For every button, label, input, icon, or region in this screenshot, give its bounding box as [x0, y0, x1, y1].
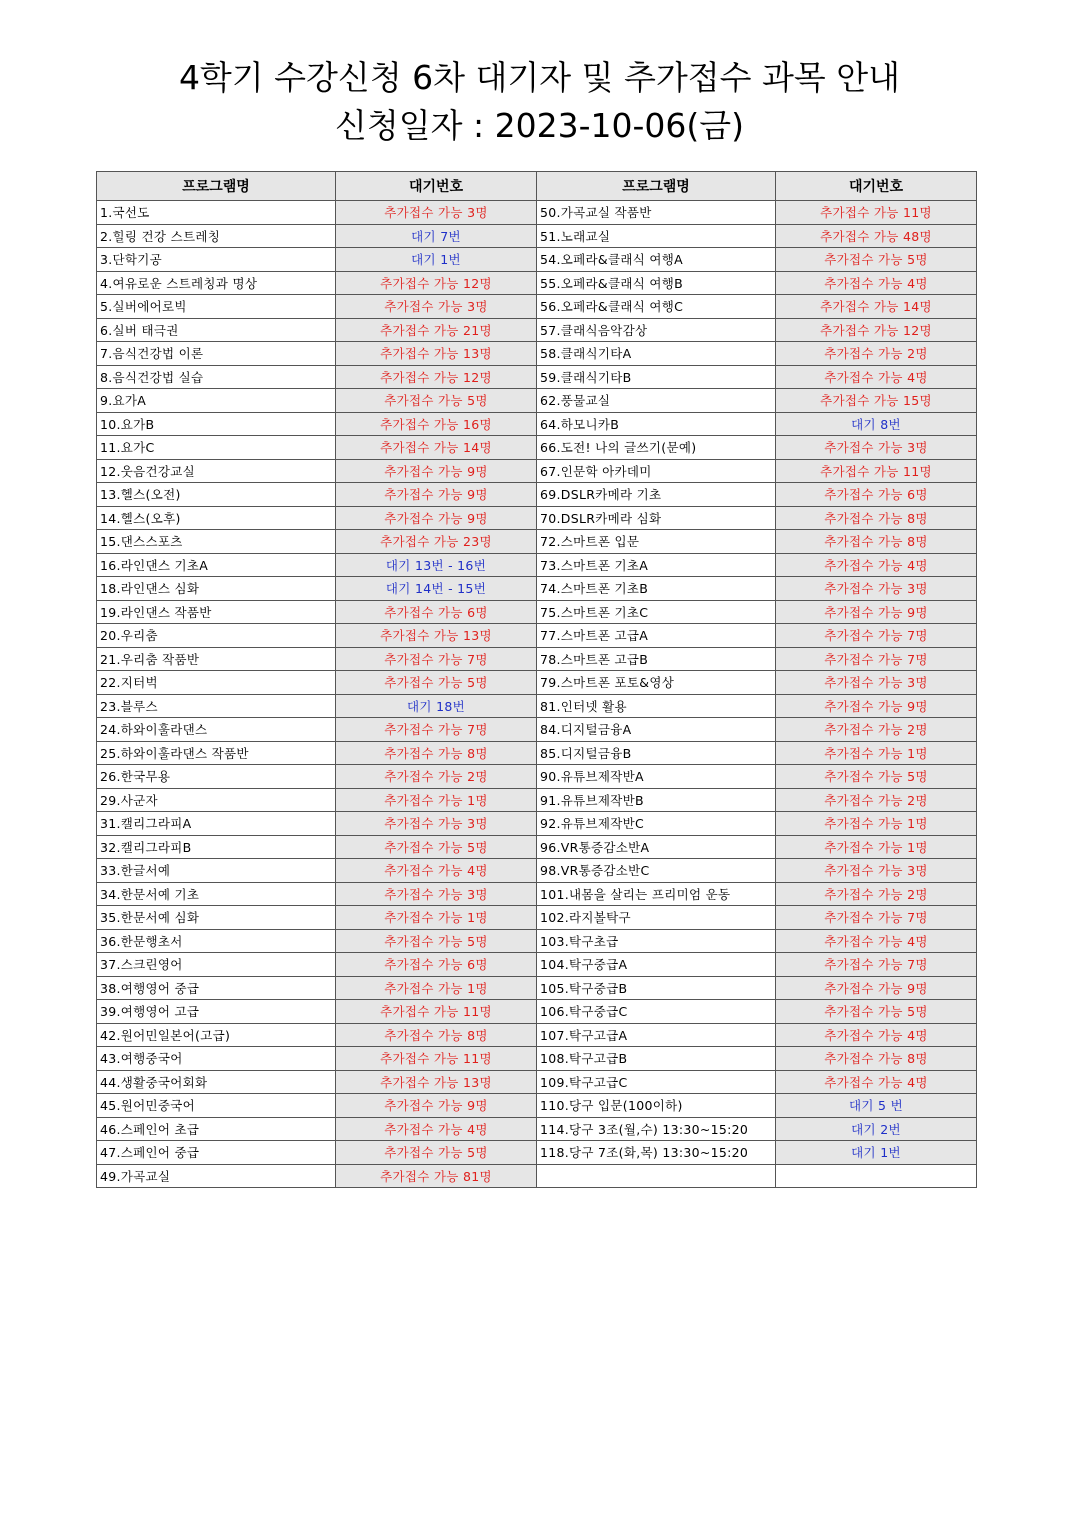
- table-row: [97, 553, 977, 577]
- table-row: [97, 436, 977, 460]
- page-title: 4학기 수강신청 6차 대기자 및 추가접수 과목 안내: [178, 58, 901, 97]
- table-body: [97, 201, 977, 1188]
- status-cell: 추가접수 가능 9명: [336, 506, 537, 530]
- table-row: [97, 835, 977, 859]
- program-name-cell: 43.여행중국어: [97, 1047, 336, 1071]
- program-name-cell: 18.라인댄스 심화: [97, 577, 336, 601]
- table-row: [97, 1164, 977, 1188]
- table-row: [97, 788, 977, 812]
- table-row: [97, 1070, 977, 1094]
- table-row: [97, 1000, 977, 1024]
- status-cell: 추가접수 가능 12명: [336, 271, 537, 295]
- program-name-cell: 92.유튜브제작반C: [537, 812, 776, 836]
- program-name-cell: 45.원어민중국어: [97, 1094, 336, 1118]
- status-cell: 추가접수 가능 4명: [776, 929, 977, 953]
- program-name-cell: 3.단학기공: [97, 248, 336, 272]
- table-row: [97, 224, 977, 248]
- table-row: [97, 859, 977, 883]
- program-name-cell: 47.스페인어 중급: [97, 1141, 336, 1165]
- program-name-cell: 22.지터벅: [97, 671, 336, 695]
- program-name-cell: 103.탁구초급: [537, 929, 776, 953]
- table-row: [97, 201, 977, 225]
- status-cell: 추가접수 가능 4명: [776, 553, 977, 577]
- table-row: [97, 647, 977, 671]
- status-cell: [776, 1164, 977, 1188]
- program-name-cell: 67.인문학 아카데미: [537, 459, 776, 483]
- program-name-cell: 25.하와이훌라댄스 작품반: [97, 741, 336, 765]
- table-row: [97, 741, 977, 765]
- status-cell: 추가접수 가능 5명: [336, 389, 537, 413]
- program-name-cell: 12.웃음건강교실: [97, 459, 336, 483]
- program-name-cell: 20.우리춤: [97, 624, 336, 648]
- status-cell: 추가접수 가능 5명: [336, 671, 537, 695]
- program-name-cell: 37.스크린영어: [97, 953, 336, 977]
- program-name-cell: 54.오페라&클래식 여행A: [537, 248, 776, 272]
- program-name-cell: 23.블루스: [97, 694, 336, 718]
- status-cell: 대기 5 번: [776, 1094, 977, 1118]
- application-date: 신청일자 : 2023-10-06(금): [334, 106, 745, 145]
- status-cell: 추가접수 가능 4명: [776, 1023, 977, 1047]
- status-cell: 추가접수 가능 3명: [776, 671, 977, 695]
- status-cell: 추가접수 가능 7명: [776, 624, 977, 648]
- program-name-cell: 55.오페라&클래식 여행B: [537, 271, 776, 295]
- status-cell: 추가접수 가능 6명: [336, 600, 537, 624]
- table-row: [97, 671, 977, 695]
- program-name-cell: 74.스마트폰 기초B: [537, 577, 776, 601]
- table-row: [97, 342, 977, 366]
- status-cell: 추가접수 가능 7명: [776, 953, 977, 977]
- program-name-cell: 109.탁구고급C: [537, 1070, 776, 1094]
- table-row: [97, 906, 977, 930]
- status-cell: 추가접수 가능 14명: [336, 436, 537, 460]
- program-name-cell: 90.유튜브제작반A: [537, 765, 776, 789]
- table-row: [97, 577, 977, 601]
- status-cell: 추가접수 가능 3명: [776, 577, 977, 601]
- program-name-cell: 69.DSLR카메라 기초: [537, 483, 776, 507]
- program-name-cell: 11.요가C: [97, 436, 336, 460]
- status-cell: 추가접수 가능 9명: [336, 1094, 537, 1118]
- status-cell: 추가접수 가능 3명: [336, 812, 537, 836]
- table-row: [97, 295, 977, 319]
- table-row: [97, 718, 977, 742]
- program-name-cell: 46.스페인어 초급: [97, 1117, 336, 1141]
- program-name-cell: 59.클래식기타B: [537, 365, 776, 389]
- program-name-cell: 10.요가B: [97, 412, 336, 436]
- status-cell: 추가접수 가능 2명: [776, 788, 977, 812]
- program-name-cell: 5.실버에어로빅: [97, 295, 336, 319]
- program-name-cell: 57.클래식음악감상: [537, 318, 776, 342]
- status-cell: 추가접수 가능 5명: [336, 835, 537, 859]
- status-cell: 추가접수 가능 1명: [336, 788, 537, 812]
- program-name-cell: 81.인터넷 활용: [537, 694, 776, 718]
- status-cell: 추가접수 가능 7명: [336, 647, 537, 671]
- status-cell: 대기 1번: [336, 248, 537, 272]
- status-cell: 추가접수 가능 5명: [336, 1141, 537, 1165]
- table-row: [97, 365, 977, 389]
- status-cell: 추가접수 가능 5명: [776, 1000, 977, 1024]
- status-cell: 추가접수 가능 3명: [336, 882, 537, 906]
- status-cell: 추가접수 가능 9명: [336, 459, 537, 483]
- status-cell: 추가접수 가능 3명: [336, 201, 537, 225]
- table-row: [97, 483, 977, 507]
- table-row: [97, 882, 977, 906]
- table-row: [97, 694, 977, 718]
- status-cell: 대기 2번: [776, 1117, 977, 1141]
- header-wait-number-left: 대기번호: [336, 172, 537, 201]
- status-cell: 추가접수 가능 81명: [336, 1164, 537, 1188]
- status-cell: 추가접수 가능 15명: [776, 389, 977, 413]
- status-cell: 대기 13번 - 16번: [336, 553, 537, 577]
- table-row: [97, 271, 977, 295]
- program-name-cell: 77.스마트폰 고급A: [537, 624, 776, 648]
- table-row: [97, 624, 977, 648]
- program-name-cell: 118.당구 7조(화,목) 13:30~15:20: [537, 1141, 776, 1165]
- program-name-cell: 8.음식건강법 실습: [97, 365, 336, 389]
- header-program-name-left: 프로그램명: [97, 172, 336, 201]
- program-name-cell: 33.한글서예: [97, 859, 336, 883]
- status-cell: 대기 8번: [776, 412, 977, 436]
- status-cell: 추가접수 가능 4명: [336, 1117, 537, 1141]
- table-row: [97, 389, 977, 413]
- program-name-cell: 16.라인댄스 기초A: [97, 553, 336, 577]
- table-row: [97, 976, 977, 1000]
- status-cell: 추가접수 가능 3명: [776, 436, 977, 460]
- program-name-cell: 29.사군자: [97, 788, 336, 812]
- table-row: [97, 765, 977, 789]
- program-name-cell: 105.탁구중급B: [537, 976, 776, 1000]
- status-cell: 추가접수 가능 23명: [336, 530, 537, 554]
- program-name-cell: 24.하와이훌라댄스: [97, 718, 336, 742]
- table-row: [97, 506, 977, 530]
- status-cell: 추가접수 가능 8명: [776, 530, 977, 554]
- status-cell: 추가접수 가능 2명: [776, 718, 977, 742]
- table-row: [97, 530, 977, 554]
- program-name-cell: 19.라인댄스 작품반: [97, 600, 336, 624]
- program-name-cell: 114.당구 3조(월,수) 13:30~15:20: [537, 1117, 776, 1141]
- status-cell: 대기 1번: [776, 1141, 977, 1165]
- status-cell: 추가접수 가능 11명: [336, 1047, 537, 1071]
- status-cell: 추가접수 가능 13명: [336, 342, 537, 366]
- status-cell: 추가접수 가능 13명: [336, 624, 537, 648]
- program-name-cell: 9.요가A: [97, 389, 336, 413]
- status-cell: 대기 14번 - 15번: [336, 577, 537, 601]
- status-cell: 추가접수 가능 7명: [336, 718, 537, 742]
- program-name-cell: 51.노래교실: [537, 224, 776, 248]
- program-name-cell: 34.한문서예 기초: [97, 882, 336, 906]
- program-name-cell: 64.하모니카B: [537, 412, 776, 436]
- table-row: [97, 318, 977, 342]
- table-header-row: [97, 172, 977, 201]
- program-name-cell: 107.탁구고급A: [537, 1023, 776, 1047]
- status-cell: 추가접수 가능 11명: [776, 201, 977, 225]
- status-cell: 추가접수 가능 3명: [776, 859, 977, 883]
- program-name-cell: 36.한문행초서: [97, 929, 336, 953]
- program-name-cell: 102.라지볼탁구: [537, 906, 776, 930]
- status-cell: 추가접수 가능 8명: [776, 506, 977, 530]
- program-name-cell: 49.가곡교실: [97, 1164, 336, 1188]
- status-cell: 추가접수 가능 12명: [776, 318, 977, 342]
- table-row: [97, 929, 977, 953]
- program-name-cell: 66.도전! 나의 글쓰기(문예): [537, 436, 776, 460]
- program-name-cell: 79.스마트폰 포토&영상: [537, 671, 776, 695]
- program-name-cell: 72.스마트폰 입문: [537, 530, 776, 554]
- table-row: [97, 412, 977, 436]
- status-cell: 추가접수 가능 2명: [336, 765, 537, 789]
- program-name-cell: 84.디지털금융A: [537, 718, 776, 742]
- status-cell: 추가접수 가능 11명: [336, 1000, 537, 1024]
- program-name-cell: 56.오페라&클래식 여행C: [537, 295, 776, 319]
- program-name-cell: 106.탁구중급C: [537, 1000, 776, 1024]
- status-cell: 추가접수 가능 1명: [776, 741, 977, 765]
- status-cell: 추가접수 가능 1명: [776, 812, 977, 836]
- status-cell: 추가접수 가능 4명: [776, 365, 977, 389]
- program-name-cell: 110.당구 입문(100이하): [537, 1094, 776, 1118]
- table-row: [97, 1023, 977, 1047]
- program-name-cell: 15.댄스스포츠: [97, 530, 336, 554]
- status-cell: 추가접수 가능 7명: [776, 906, 977, 930]
- status-cell: 추가접수 가능 5명: [776, 248, 977, 272]
- status-cell: 대기 18번: [336, 694, 537, 718]
- status-cell: 추가접수 가능 2명: [776, 882, 977, 906]
- status-cell: 추가접수 가능 8명: [336, 1023, 537, 1047]
- status-cell: 추가접수 가능 7명: [776, 647, 977, 671]
- table-row: [97, 1047, 977, 1071]
- program-name-cell: 96.VR통증감소반A: [537, 835, 776, 859]
- status-cell: 추가접수 가능 1명: [336, 976, 537, 1000]
- program-name-cell: 7.음식건강법 이론: [97, 342, 336, 366]
- status-cell: 추가접수 가능 1명: [336, 906, 537, 930]
- program-name-cell: [537, 1164, 776, 1188]
- program-name-cell: 50.가곡교실 작품반: [537, 201, 776, 225]
- status-cell: 추가접수 가능 8명: [336, 741, 537, 765]
- status-cell: 추가접수 가능 21명: [336, 318, 537, 342]
- status-cell: 추가접수 가능 6명: [776, 483, 977, 507]
- status-cell: 추가접수 가능 9명: [336, 483, 537, 507]
- table-row: [97, 1117, 977, 1141]
- program-name-cell: 14.헬스(오후): [97, 506, 336, 530]
- program-name-cell: 78.스마트폰 고급B: [537, 647, 776, 671]
- status-cell: 추가접수 가능 2명: [776, 342, 977, 366]
- status-cell: 추가접수 가능 5명: [776, 765, 977, 789]
- table-row: [97, 248, 977, 272]
- program-name-cell: 73.스마트폰 기초A: [537, 553, 776, 577]
- status-cell: 추가접수 가능 9명: [776, 976, 977, 1000]
- program-name-cell: 32.캘리그라피B: [97, 835, 336, 859]
- status-cell: 추가접수 가능 9명: [776, 600, 977, 624]
- program-name-cell: 85.디지털금융B: [537, 741, 776, 765]
- program-name-cell: 1.국선도: [97, 201, 336, 225]
- program-name-cell: 91.유튜브제작반B: [537, 788, 776, 812]
- program-name-cell: 42.원어민일본어(고급): [97, 1023, 336, 1047]
- program-name-cell: 70.DSLR카메라 심화: [537, 506, 776, 530]
- status-cell: 추가접수 가능 4명: [336, 859, 537, 883]
- program-name-cell: 2.힐링 건강 스트레칭: [97, 224, 336, 248]
- status-cell: 추가접수 가능 14명: [776, 295, 977, 319]
- program-name-cell: 26.한국무용: [97, 765, 336, 789]
- status-cell: 추가접수 가능 4명: [776, 271, 977, 295]
- status-cell: 추가접수 가능 13명: [336, 1070, 537, 1094]
- table-row: [97, 953, 977, 977]
- status-cell: 추가접수 가능 4명: [776, 1070, 977, 1094]
- program-name-cell: 38.여행영어 중급: [97, 976, 336, 1000]
- program-name-cell: 104.탁구중급A: [537, 953, 776, 977]
- table-row: [97, 812, 977, 836]
- status-cell: 추가접수 가능 1명: [776, 835, 977, 859]
- table-row: [97, 459, 977, 483]
- status-cell: 추가접수 가능 48명: [776, 224, 977, 248]
- program-name-cell: 101.내몸을 살리는 프리미엄 운동: [537, 882, 776, 906]
- table-row: [97, 1094, 977, 1118]
- status-cell: 대기 7번: [336, 224, 537, 248]
- course-table: [96, 171, 977, 1188]
- table-row: [97, 600, 977, 624]
- status-cell: 추가접수 가능 6명: [336, 953, 537, 977]
- program-name-cell: 44.생활중국어회화: [97, 1070, 336, 1094]
- program-name-cell: 108.탁구고급B: [537, 1047, 776, 1071]
- status-cell: 추가접수 가능 16명: [336, 412, 537, 436]
- status-cell: 추가접수 가능 12명: [336, 365, 537, 389]
- program-name-cell: 21.우리춤 작품반: [97, 647, 336, 671]
- status-cell: 추가접수 가능 11명: [776, 459, 977, 483]
- header-wait-number-right: 대기번호: [776, 172, 977, 201]
- program-name-cell: 98.VR통증감소반C: [537, 859, 776, 883]
- program-name-cell: 31.캘리그라피A: [97, 812, 336, 836]
- status-cell: 추가접수 가능 5명: [336, 929, 537, 953]
- status-cell: 추가접수 가능 8명: [776, 1047, 977, 1071]
- program-name-cell: 13.헬스(오전): [97, 483, 336, 507]
- program-name-cell: 39.여행영어 고급: [97, 1000, 336, 1024]
- status-cell: 추가접수 가능 3명: [336, 295, 537, 319]
- program-name-cell: 58.클래식기타A: [537, 342, 776, 366]
- header-program-name-right: 프로그램명: [537, 172, 776, 201]
- program-name-cell: 4.여유로운 스트레칭과 명상: [97, 271, 336, 295]
- table-row: [97, 1141, 977, 1165]
- status-cell: 추가접수 가능 9명: [776, 694, 977, 718]
- program-name-cell: 62.풍물교실: [537, 389, 776, 413]
- program-name-cell: 6.실버 태극권: [97, 318, 336, 342]
- program-name-cell: 35.한문서예 심화: [97, 906, 336, 930]
- program-name-cell: 75.스마트폰 기초C: [537, 600, 776, 624]
